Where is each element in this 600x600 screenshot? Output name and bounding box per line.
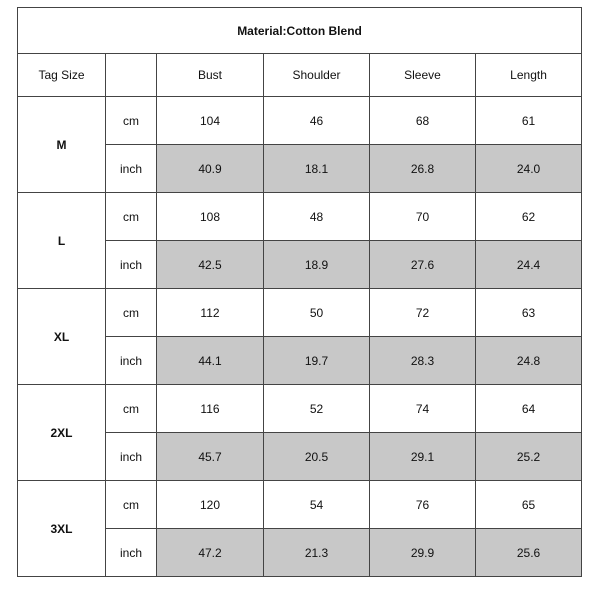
measurement-cell: 21.3 xyxy=(264,529,370,577)
measurement-cell: 63 xyxy=(476,289,582,337)
unit-cell: cm xyxy=(106,97,157,145)
measurement-cell: 62 xyxy=(476,193,582,241)
measurement-cell: 25.2 xyxy=(476,433,582,481)
tag-size-cell: 3XL xyxy=(18,481,106,577)
measurement-cell: 65 xyxy=(476,481,582,529)
measurement-cell: 46 xyxy=(264,97,370,145)
measurement-cell: 116 xyxy=(157,385,264,433)
unit-cell: cm xyxy=(106,385,157,433)
measurement-cell: 45.7 xyxy=(157,433,264,481)
measurement-cell: 48 xyxy=(264,193,370,241)
measurement-cell: 47.2 xyxy=(157,529,264,577)
measurement-cell: 20.5 xyxy=(264,433,370,481)
length-header: Length xyxy=(476,54,582,97)
bust-header: Bust xyxy=(157,54,264,97)
measurement-cell: 18.1 xyxy=(264,145,370,193)
measurement-cell: 24.4 xyxy=(476,241,582,289)
size-chart-table xyxy=(17,7,582,577)
measurement-cell: 18.9 xyxy=(264,241,370,289)
tag-size-header: Tag Size xyxy=(18,54,106,97)
unit-cell: cm xyxy=(106,481,157,529)
measurement-cell: 120 xyxy=(157,481,264,529)
measurement-cell: 76 xyxy=(370,481,476,529)
shoulder-header: Shoulder xyxy=(264,54,370,97)
tag-size-cell: XL xyxy=(18,289,106,385)
unit-header xyxy=(106,54,157,97)
measurement-cell: 112 xyxy=(157,289,264,337)
measurement-cell: 68 xyxy=(370,97,476,145)
sleeve-header: Sleeve xyxy=(370,54,476,97)
measurement-cell: 40.9 xyxy=(157,145,264,193)
table-row xyxy=(18,481,582,529)
measurement-cell: 29.1 xyxy=(370,433,476,481)
tag-size-cell: M xyxy=(18,97,106,193)
header-row xyxy=(18,54,582,97)
measurement-cell: 52 xyxy=(264,385,370,433)
measurement-cell: 61 xyxy=(476,97,582,145)
measurement-cell: 25.6 xyxy=(476,529,582,577)
unit-cell: cm xyxy=(106,193,157,241)
measurement-cell: 19.7 xyxy=(264,337,370,385)
measurement-cell: 24.0 xyxy=(476,145,582,193)
measurement-cell: 24.8 xyxy=(476,337,582,385)
material-title: Material:Cotton Blend xyxy=(18,8,582,54)
unit-cell: cm xyxy=(106,289,157,337)
unit-cell: inch xyxy=(106,433,157,481)
measurement-cell: 104 xyxy=(157,97,264,145)
measurement-cell: 74 xyxy=(370,385,476,433)
measurement-cell: 26.8 xyxy=(370,145,476,193)
table-row xyxy=(18,289,582,337)
measurement-cell: 27.6 xyxy=(370,241,476,289)
tag-size-cell: 2XL xyxy=(18,385,106,481)
measurement-cell: 72 xyxy=(370,289,476,337)
measurement-cell: 50 xyxy=(264,289,370,337)
table-row xyxy=(18,97,582,145)
tag-size-cell: L xyxy=(18,193,106,289)
measurement-cell: 108 xyxy=(157,193,264,241)
unit-cell: inch xyxy=(106,145,157,193)
unit-cell: inch xyxy=(106,241,157,289)
unit-cell: inch xyxy=(106,337,157,385)
measurement-cell: 44.1 xyxy=(157,337,264,385)
measurement-cell: 28.3 xyxy=(370,337,476,385)
measurement-cell: 64 xyxy=(476,385,582,433)
measurement-cell: 70 xyxy=(370,193,476,241)
unit-cell: inch xyxy=(106,529,157,577)
table-row xyxy=(18,193,582,241)
measurement-cell: 42.5 xyxy=(157,241,264,289)
table-row xyxy=(18,385,582,433)
measurement-cell: 54 xyxy=(264,481,370,529)
measurement-cell: 29.9 xyxy=(370,529,476,577)
